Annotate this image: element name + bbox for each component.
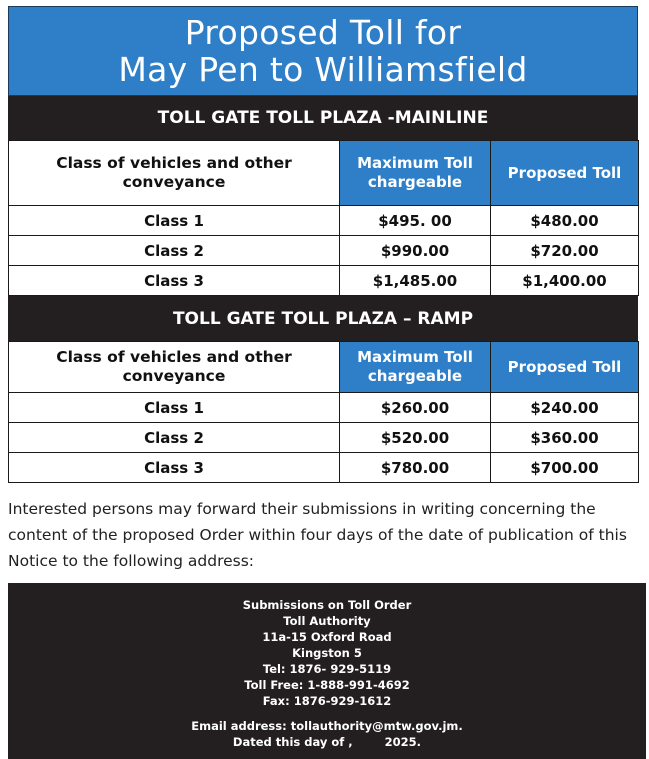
column-header-class: Class of vehicles and other conveyance bbox=[9, 342, 340, 393]
contact-toll-free: Toll Free: 1-888-991-4692 bbox=[244, 678, 410, 692]
toll-notice bbox=[8, 6, 638, 749]
cell-max-toll: $260.00 bbox=[340, 393, 491, 423]
cell-class: Class 1 bbox=[9, 206, 340, 236]
column-header-max-toll: Maximum Toll chargeable bbox=[340, 342, 491, 393]
table-row bbox=[9, 423, 639, 453]
cell-max-toll: $520.00 bbox=[340, 423, 491, 453]
dated-line: Dated this day of , 2025. bbox=[232, 735, 422, 749]
table-row bbox=[9, 266, 639, 296]
contact-email: Email address: tollauthority@mtw.gov.jm. bbox=[191, 719, 463, 733]
contact-organization: Toll Authority bbox=[283, 614, 371, 628]
table-row bbox=[9, 236, 639, 266]
contact-address-city: Kingston 5 bbox=[292, 646, 362, 660]
column-header-max-toll: Maximum Toll chargeable bbox=[340, 141, 491, 206]
cell-proposed-toll: $480.00 bbox=[491, 206, 639, 236]
column-header-proposed-toll: Proposed Toll bbox=[491, 141, 639, 206]
mainline-heading: TOLL GATE TOLL PLAZA -MAINLINE bbox=[8, 96, 638, 140]
cell-class: Class 3 bbox=[9, 266, 340, 296]
contact-address-street: 11a-15 Oxford Road bbox=[262, 630, 392, 644]
contact-heading: Submissions on Toll Order bbox=[242, 598, 412, 612]
cell-max-toll: $1,485.00 bbox=[340, 266, 491, 296]
contact-fax: Fax: 1876-929-1612 bbox=[262, 694, 392, 708]
contact-info-box bbox=[8, 583, 646, 759]
cell-proposed-toll: $240.00 bbox=[491, 393, 639, 423]
cell-proposed-toll: $1,400.00 bbox=[491, 266, 639, 296]
table-row bbox=[9, 453, 639, 483]
title-line-2: May Pen to Williamsfield bbox=[118, 50, 528, 89]
cell-class: Class 3 bbox=[9, 453, 340, 483]
table-row bbox=[9, 206, 639, 236]
table-header-row bbox=[9, 141, 639, 206]
cell-max-toll: $990.00 bbox=[340, 236, 491, 266]
contact-telephone: Tel: 1876- 929-5119 bbox=[262, 662, 392, 676]
cell-class: Class 2 bbox=[9, 423, 340, 453]
ramp-table bbox=[8, 341, 639, 483]
notice-title bbox=[8, 6, 638, 96]
mainline-table bbox=[8, 140, 639, 296]
cell-proposed-toll: $700.00 bbox=[491, 453, 639, 483]
table-header-row bbox=[9, 342, 639, 393]
cell-class: Class 1 bbox=[9, 393, 340, 423]
submission-notice-paragraph: Interested persons may forward their submissions in writing concerning the content of the proposed Order within four days of the date of publication of this Notice to the following address: bbox=[8, 500, 627, 570]
cell-proposed-toll: $720.00 bbox=[491, 236, 639, 266]
cell-max-toll: $495. 00 bbox=[340, 206, 491, 236]
cell-max-toll: $780.00 bbox=[340, 453, 491, 483]
column-header-class: Class of vehicles and other conveyance bbox=[9, 141, 340, 206]
cell-proposed-toll: $360.00 bbox=[491, 423, 639, 453]
table-row bbox=[9, 393, 639, 423]
title-line-1: Proposed Toll for bbox=[184, 13, 462, 52]
ramp-heading: TOLL GATE TOLL PLAZA – RAMP bbox=[8, 296, 638, 341]
column-header-proposed-toll: Proposed Toll bbox=[491, 342, 639, 393]
cell-class: Class 2 bbox=[9, 236, 340, 266]
